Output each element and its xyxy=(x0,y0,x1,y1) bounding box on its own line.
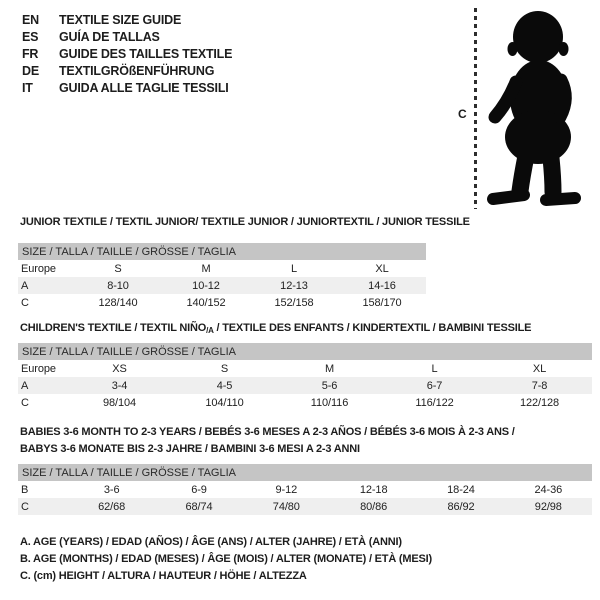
cell: 80/86 xyxy=(360,500,388,513)
cell: 92/98 xyxy=(534,500,562,513)
cell: 14-16 xyxy=(368,279,396,292)
cell: M xyxy=(201,262,211,275)
cell: 152/158 xyxy=(274,296,314,309)
cell: 5-6 xyxy=(321,379,338,392)
cell: 128/140 xyxy=(98,296,138,309)
row-label: Europe xyxy=(21,362,56,375)
cell: S xyxy=(220,362,229,375)
size-header-bar: SIZE / TALLA / TAILLE / GRÖSSE / TAGLIA xyxy=(18,343,592,360)
cell: 10-12 xyxy=(192,279,220,292)
note-age-months: B. AGE (MONTHS) / EDAD (MESES) / ÂGE (MOIS) / ALTER (MONATE) / ETÀ (MESI) xyxy=(20,552,432,565)
cell: M xyxy=(324,362,335,375)
cell: 62/68 xyxy=(98,500,126,513)
cell: L xyxy=(290,262,298,275)
language-list xyxy=(22,12,232,97)
table-row-height xyxy=(18,394,592,411)
table-row-age xyxy=(18,277,426,294)
language-code: IT xyxy=(22,81,33,95)
cell: 98/104 xyxy=(102,396,137,409)
cell: 122/128 xyxy=(519,396,560,409)
note-height-cm: C. (cm) HEIGHT / ALTURA / HAUTEUR / HÖHE / ALTEZZA xyxy=(20,569,307,582)
table-row-months xyxy=(18,481,592,498)
cell: 7-8 xyxy=(531,379,548,392)
junior-table-heading: JUNIOR TEXTILE / TEXTIL JUNIOR/ TEXTILE JUNIOR / JUNIORTEXTIL / JUNIOR TESSILE xyxy=(20,216,470,228)
row-label: A xyxy=(21,379,29,392)
height-dashed-line xyxy=(474,8,477,209)
children-size-table xyxy=(18,343,592,411)
language-row-fr xyxy=(22,46,232,63)
table-row-europe xyxy=(18,360,592,377)
cell: 24-36 xyxy=(534,483,563,496)
size-header-bar: SIZE / TALLA / TAILLE / GRÖSSE / TAGLIA xyxy=(18,464,592,481)
row-label: C xyxy=(21,396,29,409)
language-title: GUIDA ALLE TAGLIE TESSILI xyxy=(59,81,229,95)
language-title: GUIDE DES TAILLES TEXTILE xyxy=(59,47,233,61)
children-table-heading xyxy=(20,320,531,339)
cell: S xyxy=(114,262,122,275)
language-title: TEXTILE SIZE GUIDE xyxy=(59,13,182,27)
language-code: ES xyxy=(22,30,39,44)
heading-line-1: BABIES 3-6 MONTH TO 2-3 YEARS / BEBÉS 3-6 MESES A 2-3 AÑOS / BÉBÉS 3-6 MOIS À 2-3 ANS / xyxy=(20,426,515,438)
heading-line-2: BABYS 3-6 MONATE BIS 2-3 JAHRE / BAMBINI 3-6 MESI A 2-3 ANNI xyxy=(20,443,360,455)
cell: 3-4 xyxy=(111,379,128,392)
cell: 4-5 xyxy=(216,379,233,392)
baby-silhouette-icon xyxy=(484,10,598,210)
cell: 6-9 xyxy=(191,483,207,496)
language-title: GUÍA DE TALLAS xyxy=(59,30,160,44)
table-row-height xyxy=(18,294,426,311)
cell: 68/74 xyxy=(185,500,213,513)
cell: 140/152 xyxy=(186,296,226,309)
cell: 110/116 xyxy=(310,396,349,409)
babies-table-heading xyxy=(20,424,515,458)
note-age-years: A. AGE (YEARS) / EDAD (AÑOS) / ÂGE (ANS) / ALTER (JAHRE) / ETÀ (ANNI) xyxy=(20,536,402,548)
cell: 3-6 xyxy=(103,483,120,496)
language-row-de xyxy=(22,63,232,80)
language-row-it xyxy=(22,80,232,97)
cell: 12-13 xyxy=(280,279,308,292)
cell: 116/122 xyxy=(415,396,454,409)
language-title: TEXTILGRÖßENFÜHRUNG xyxy=(59,64,215,78)
cell: 8-10 xyxy=(107,279,129,292)
row-label: C xyxy=(21,500,29,513)
language-row-es xyxy=(22,29,232,46)
language-code: DE xyxy=(22,64,39,78)
cell: 12-18 xyxy=(359,483,388,496)
size-header-bar: SIZE / TALLA / TAILLE / GRÖSSE / TAGLIA xyxy=(18,243,426,260)
cell: 158/170 xyxy=(362,296,402,309)
heading-text: / TEXTILE DES ENFANTS / KINDERTEXTIL / BAMBINI TESSILE xyxy=(213,322,532,334)
row-label: C xyxy=(21,296,29,309)
table-row-age xyxy=(18,377,592,394)
cell: 6-7 xyxy=(426,379,443,392)
language-row-en xyxy=(22,12,232,29)
cell: XL xyxy=(375,262,389,275)
cell: 86/92 xyxy=(447,500,475,513)
row-label: B xyxy=(21,483,29,496)
row-label: A xyxy=(21,279,29,292)
cell: XS xyxy=(112,362,127,375)
cell: L xyxy=(431,362,438,375)
height-reference-label: C xyxy=(458,107,467,121)
legend-notes xyxy=(20,534,432,584)
cell: 74/80 xyxy=(272,500,300,513)
junior-size-table xyxy=(18,243,426,311)
cell: 9-12 xyxy=(275,483,298,496)
babies-size-table xyxy=(18,464,592,515)
heading-subscript: /A xyxy=(206,326,214,335)
cell: XL xyxy=(532,362,547,375)
table-row-europe xyxy=(18,260,426,277)
cell: 104/110 xyxy=(205,396,244,409)
language-code: FR xyxy=(22,47,39,61)
heading-text: CHILDREN'S TEXTILE / TEXTIL NIÑO xyxy=(20,322,207,334)
row-label: Europe xyxy=(21,262,56,275)
cell: 18-24 xyxy=(447,483,475,496)
language-code: EN xyxy=(22,13,39,27)
table-row-height xyxy=(18,498,592,515)
